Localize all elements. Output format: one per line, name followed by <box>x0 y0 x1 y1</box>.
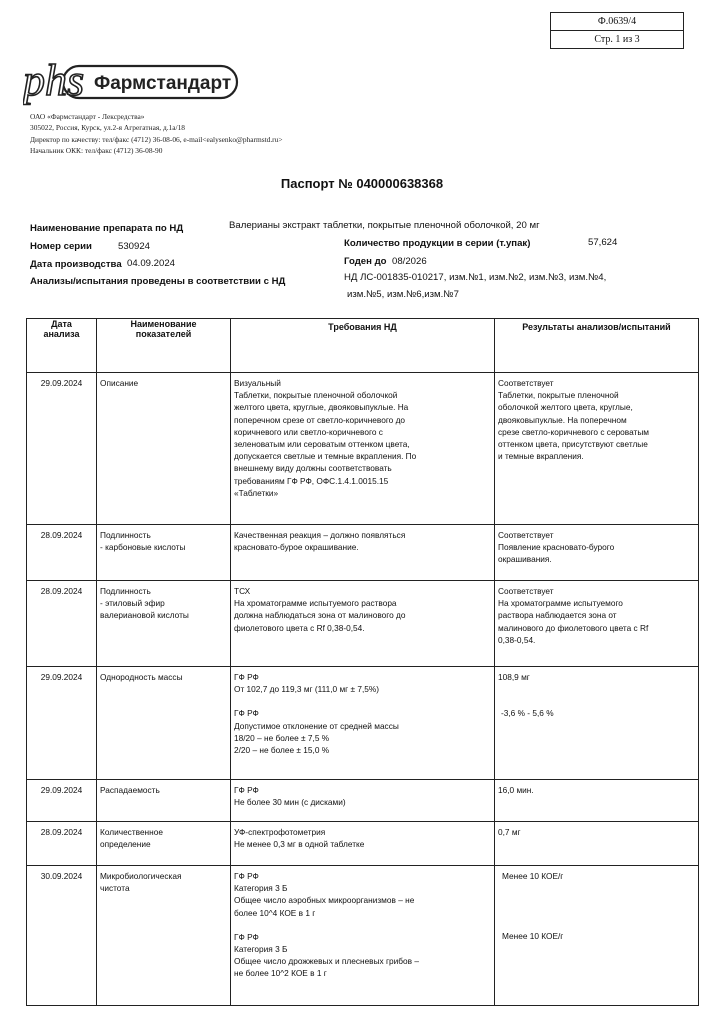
table-row <box>27 822 699 866</box>
page-title: Паспорт № 040000638368 <box>280 176 444 191</box>
analysis-table <box>26 318 699 1006</box>
table-row <box>27 373 699 525</box>
logo-graphic <box>23 57 243 107</box>
drug-name-label: Наименование препарата по НД <box>30 223 184 234</box>
expiry-value: 08/2026 <box>392 256 427 267</box>
logo-name: Фармстандарт <box>94 73 232 94</box>
company-name: ОАО «Фармстандарт - Лексредства» <box>30 112 145 121</box>
row-indicator: Однородность массы <box>100 672 183 682</box>
table-row <box>27 667 699 780</box>
header-indicator: Наименование показателей <box>97 319 231 373</box>
quantity-value: 57,624 <box>588 237 618 248</box>
company-address: 305022, Россия, Курск, ул.2-я Агрегатная, д.1а/18 <box>30 123 185 133</box>
table-row <box>27 780 699 822</box>
company-logo <box>23 57 243 112</box>
row-date: 29.09.2024 <box>40 672 83 682</box>
row-result: Соответствует Появление красновато-бурого окрашивания. <box>498 530 615 565</box>
row-result: Соответствует На хроматограмме испытуемого раствора наблюдается зона от малинового до фиолетового цвета с Rf 0,38-0,54. <box>498 586 649 645</box>
table-row <box>27 581 699 667</box>
header-results: Результаты анализов/испытаний <box>495 319 699 373</box>
form-code: Ф.0639/4 <box>597 16 637 27</box>
table-header-row <box>27 319 699 373</box>
production-date-value: 04.09.2024 <box>127 258 176 269</box>
page-counter: Стр. 1 из 3 <box>551 30 683 48</box>
okk-head-contact: Начальник ОКК: тел/факс (4712) 36-08-90 <box>30 145 163 155</box>
series-value: 530924 <box>118 241 151 252</box>
row-indicator: Микробиологическая чистота <box>100 871 182 894</box>
row-requirement: УФ-спектрофотометрия Не менее 0,3 мг в одной таблетке <box>234 827 365 850</box>
row-date: 29.09.2024 <box>40 785 83 795</box>
row-result: Менее 10 КОЕ/г Менее 10 КОЕ/г <box>502 871 564 942</box>
logo-mark: phs <box>23 57 85 105</box>
row-requirement: ТСХ На хроматограмме испытуемого раствора должна наблюдаться зона от малинового до фиолетового цвета с Rf 0,38-0,54. <box>234 586 406 633</box>
row-date: 28.09.2024 <box>40 586 83 596</box>
expiry-label: Годен до <box>344 256 387 267</box>
company-info <box>30 111 283 156</box>
row-date: 30.09.2024 <box>40 871 83 881</box>
row-indicator: Подлинность - карбоновые кислоты <box>100 530 186 553</box>
row-requirement: ГФ РФ От 102,7 до 119,3 мг (111,0 мг ± 7,5%) ГФ РФ Допустимое отклонение от средней массы 18/20 – не более ± 7,5 % 2/20 – не более ± 15,0 % <box>234 672 399 756</box>
row-date: 29.09.2024 <box>40 378 83 388</box>
header-date: Дата анализа <box>27 319 97 373</box>
drug-name-value: Валерианы экстракт таблетки, покрытые пленочной оболочкой, 20 мг <box>229 220 540 231</box>
row-indicator: Описание <box>100 378 139 388</box>
row-indicator: Распадаемость <box>100 785 160 795</box>
production-date-label: Дата производства <box>30 259 122 270</box>
row-result: 16,0 мин. <box>498 785 534 795</box>
analysis-norm-value-2: изм.№5, изм.№6,изм.№7 <box>347 289 459 300</box>
row-indicator: Количественное определение <box>100 827 163 850</box>
row-indicator: Подлинность - этиловый эфир валериановой кислоты <box>100 586 189 621</box>
row-requirement: Качественная реакция – должно появляться красновато-бурое окрашивание. <box>234 530 406 553</box>
row-date: 28.09.2024 <box>40 530 83 540</box>
analysis-norm-value-1: НД ЛС-001835-010217, изм.№1, изм.№2, изм.№3, изм.№4, <box>344 272 607 283</box>
form-code-box <box>550 12 684 49</box>
row-result: Соответствует Таблетки, покрытые пленочной оболочкой желтого цвета, круглые, двояковыпуклые. На поперечном срезе светло-коричневого с сероватым оттенком цвета, присутствуют светлые и темные вкрапления. <box>498 378 650 462</box>
row-requirement: ГФ РФ Не более 30 мин (с дисками) <box>234 785 346 808</box>
table-row <box>27 525 699 581</box>
row-date: 28.09.2024 <box>40 827 83 837</box>
quantity-label: Количество продукции в серии (т.упак) <box>344 238 531 249</box>
table-row <box>27 866 699 1006</box>
row-result: 108,9 мг -3,6 % - 5,6 % <box>498 672 554 719</box>
row-requirement: Визуальный Таблетки, покрытые пленочной оболочкой желтого цвета, круглые, двояковыпуклые. На поперечном срезе от светло-коричневого до коричневого или светло-коричневого с зеленоватым или сероватым оттенком цвета, допускается светлые и темные вкрапления. По внешнему виду должны соответствовать требованиям ГФ РФ, ОФС.1.4.1.0015.15 «Таблетки» <box>234 378 417 498</box>
row-result: 0,7 мг <box>498 827 521 837</box>
series-label: Номер серии <box>30 241 92 252</box>
quality-director-contact: Директор по качеству: тел/факс (4712) 36-08-06, e-mail<ealysenko@pharmstd.ru> <box>30 134 283 144</box>
header-requirements: Требования НД <box>231 319 495 373</box>
row-requirement: ГФ РФ Категория 3 Б Общее число аэробных микроорганизмов – не более 10^4 КОЕ в 1 г ГФ РФ Категория 3 Б Общее число дрожжевых и плесневых грибов – не более 10^2 КОЕ в 1 г <box>234 871 419 979</box>
analysis-norm-label: Анализы/испытания проведены в соответствии с НД <box>30 276 286 287</box>
